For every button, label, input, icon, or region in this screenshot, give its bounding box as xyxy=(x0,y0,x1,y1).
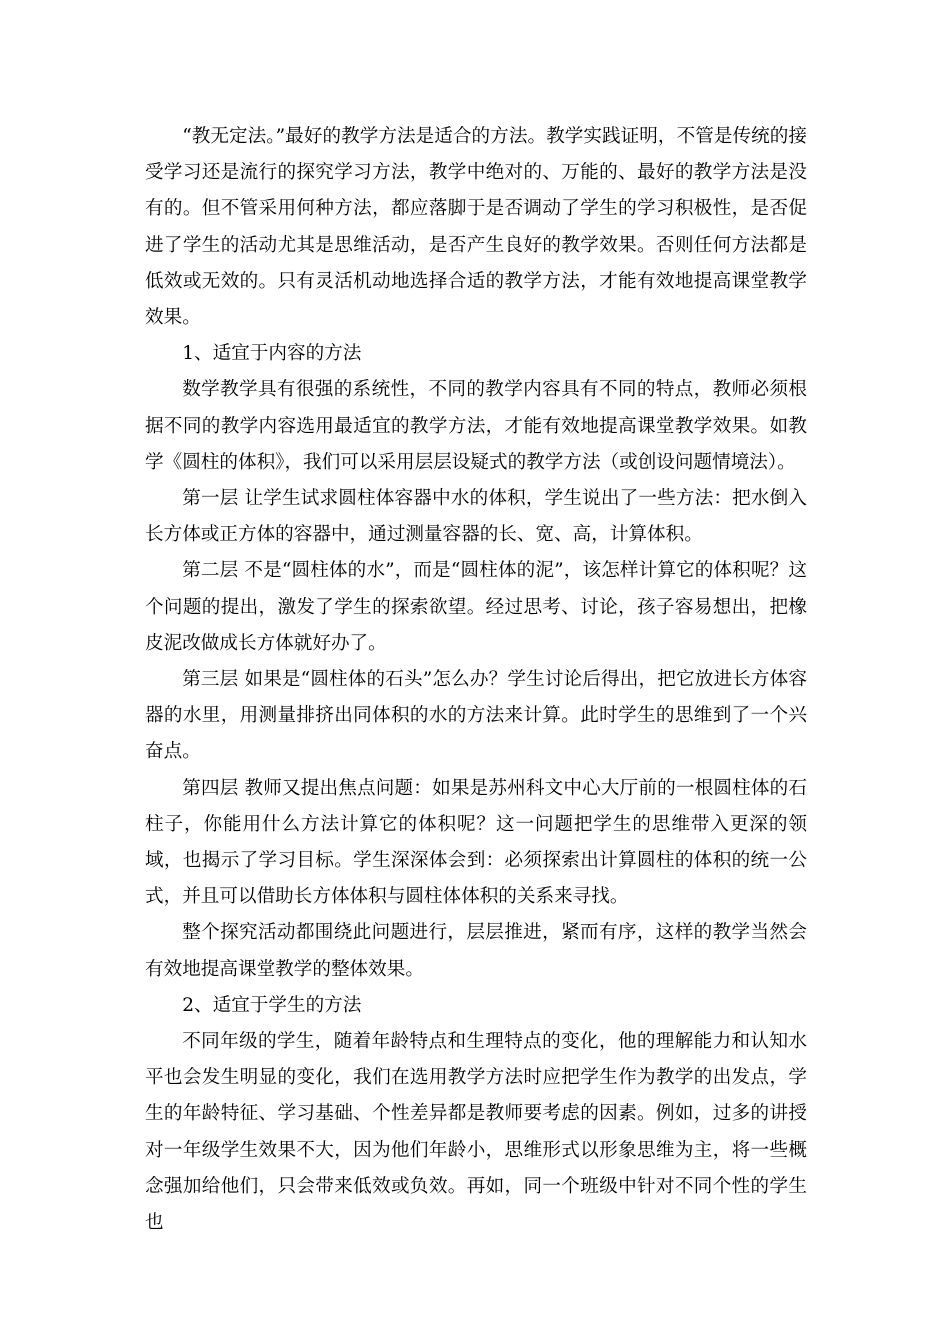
layer-three-paragraph: 第三层 如果是“圆柱体的石头”怎么办？学生讨论后得出，把它放进长方体容器的水里，用测量排挤出同体积的水的方法来计算。此时学生的思维到了一个兴奋点。 xyxy=(145,669,807,763)
document-page xyxy=(145,119,807,1241)
layer-two-paragraph: 第二层 不是“圆柱体的水”，而是“圆柱体的泥”，该怎样计算它的体积呢？这个问题的提出，激发了学生的探索欲望。经过思考、讨论，孩子容易想出，把橡皮泥改做成长方体就好办了。 xyxy=(145,560,807,654)
content-method-paragraph: 数学教学具有很强的系统性，不同的教学内容具有不同的特点，教师必须根据不同的教学内容选用最适宜的教学方法，才能有效地提高课堂教学效果。如教学《圆柱的体积》，我们可以采用层层设疑式的教学方法（或创设问题情境法）。 xyxy=(145,379,807,473)
section-heading-content-method: 1、适宜于内容的方法 xyxy=(182,343,362,365)
summary-paragraph: 整个探究活动都围绕此问题进行，层层推进，紧而有序，这样的教学当然会有效地提高课堂教学的整体效果。 xyxy=(145,922,807,980)
section-heading-student-method: 2、适宜于学生的方法 xyxy=(182,994,362,1016)
student-method-paragraph: 不同年级的学生，随着年龄特点和生理特点的变化，他的理解能力和认知水平也会发生明显的变化，我们在选用教学方法时应把学生作为教学的出发点，学生的年龄特征、学习基础、个性差异都是教师要考虑的因素。例如，过多的讲授对一年级学生效果不大，因为他们年龄小，思维形式以形象思维为主，将一些概念强加给他们，只会带来低效或负效。再如，同一个班级中针对不同个性的学生也 xyxy=(145,1031,807,1234)
layer-one-paragraph: 第一层 让学生试求圆柱体容器中水的体积，学生说出了一些方法：把水倒入长方体或正方体的容器中，通过测量容器的长、宽、高，计算体积。 xyxy=(145,488,807,546)
layer-four-paragraph: 第四层 教师又提出焦点问题：如果是苏州科文中心大厅前的一根圆柱体的石柱子，你能用什么方法计算它的体积呢？这一问题把学生的思维带入更深的领域，也揭示了学习目标。学生深深体会到：必须探索出计算圆柱的体积的统一公式，并且可以借助长方体体积与圆柱体体积的关系来寻找。 xyxy=(145,777,807,908)
intro-paragraph: “教无定法。”最好的教学方法是适合的方法。教学实践证明，不管是传统的接受学习还是流行的探究学习方法，教学中绝对的、万能的、最好的教学方法是没有的。但不管采用何种方法，都应落脚于是否调动了学生的学习积极性，是否促进了学生的活动尤其是思维活动，是否产生良好的教学效果。否则任何方法都是低效或无效的。只有灵活机动地选择合适的教学方法，才能有效地提高课堂教学效果。 xyxy=(145,126,807,329)
